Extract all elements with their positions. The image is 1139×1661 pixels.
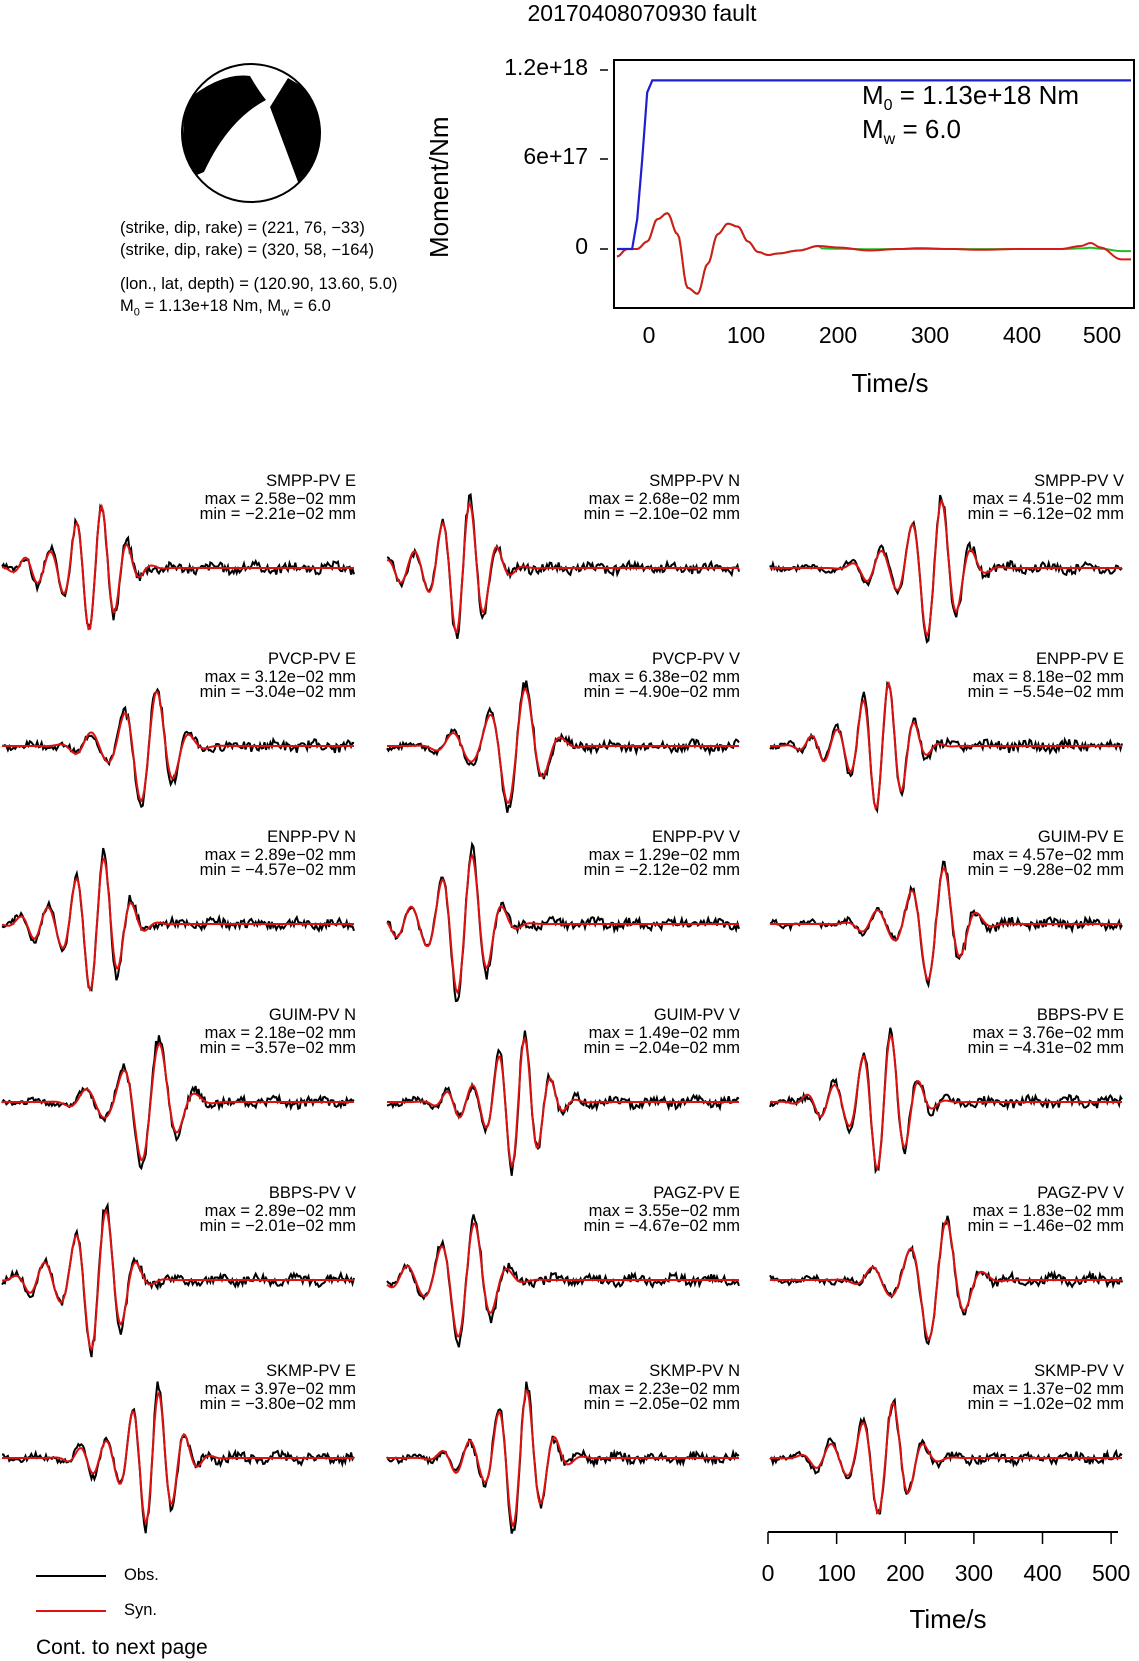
trace-min-text: min = −4.31e−02 mm	[967, 1039, 1124, 1057]
trace-max-text: max = 1.83e−02 mm	[972, 1202, 1124, 1220]
trace-min-text: min = −4.67e−02 mm	[583, 1217, 740, 1235]
trace-name-text: SMPP-PV E	[266, 472, 356, 490]
waveform-plot	[0, 1006, 356, 1180]
synthetic-trace-line	[2, 859, 354, 990]
waveform-plot	[385, 472, 741, 646]
trace-max-text: max = 2.89e−02 mm	[204, 1202, 356, 1220]
m0-annot-value: = 1.13e+18 Nm	[892, 80, 1080, 110]
waveform-plot	[768, 1362, 1124, 1536]
mw-annotation	[862, 114, 961, 149]
trace-name-text: PVCP-PV V	[651, 650, 740, 668]
ytick-3: 0	[575, 233, 588, 259]
observed-trace-line	[387, 844, 739, 1001]
location-text: (lon., lat, depth) = (120.90, 13.60, 5.0)	[120, 275, 398, 293]
plane1-text: (strike, dip, rake) = (221, 76, −33)	[120, 219, 365, 237]
trace-max-text: max = 4.51e−02 mm	[972, 490, 1124, 508]
m0-value: = 1.13e+18 Nm, M	[139, 297, 282, 315]
legend-syn-label: Syn.	[124, 1601, 158, 1619]
synthetic-trace-line	[387, 856, 739, 993]
bottom-tick-label: 0	[761, 1560, 775, 1586]
trace-min-text: min = −5.54e−02 mm	[967, 683, 1124, 701]
waveform-plot	[768, 1184, 1124, 1358]
trace-max-text: max = 1.37e−02 mm	[972, 1380, 1124, 1398]
trace-min-text: min = −3.04e−02 mm	[199, 683, 356, 701]
xtick-0: 0	[642, 322, 656, 348]
waveform-plot	[0, 1184, 356, 1358]
waveform-plot	[385, 828, 741, 1002]
bottom-tick-label: 100	[817, 1560, 856, 1586]
trace-max-text: max = 3.55e−02 mm	[588, 1202, 740, 1220]
waveform-plot	[385, 1184, 741, 1358]
synthetic-trace-line	[387, 1038, 739, 1166]
trace-name-text: ENPP-PV N	[267, 828, 356, 846]
trace-name-text: PVCP-PV E	[267, 650, 356, 668]
trace-name-text: SKMP-PV N	[649, 1362, 740, 1380]
xtick-300: 300	[910, 322, 950, 348]
trace-name-text: SKMP-PV E	[266, 1362, 356, 1380]
trace-min-text: min = −2.12e−02 mm	[583, 861, 740, 879]
mw-annot-subscript: w	[883, 131, 896, 149]
trace-min-text: min = −4.90e−02 mm	[583, 683, 740, 701]
synthetic-trace-line	[2, 692, 354, 801]
trace-name-text: PAGZ-PV E	[653, 1184, 740, 1202]
waveform-plot	[0, 650, 356, 824]
waveform-plot	[0, 472, 356, 646]
beachball-focal-mechanism	[180, 62, 322, 204]
mw-annot-symbol: M	[862, 114, 884, 144]
moment-magnitude-text	[120, 296, 331, 322]
synthetic-trace-line	[770, 501, 1122, 636]
synthetic-trace-line	[387, 1224, 739, 1337]
trace-name-text: SMPP-PV N	[649, 472, 740, 490]
continued-note: Cont. to next page	[36, 1636, 208, 1659]
trace-name-text: GUIM-PV E	[1037, 828, 1124, 846]
synthetic-trace-line	[770, 1217, 1124, 1339]
synthetic-trace-line	[770, 1403, 1122, 1514]
trace-max-text: max = 3.12e−02 mm	[204, 668, 356, 686]
trace-min-text: min = −3.57e−02 mm	[199, 1039, 356, 1057]
waveform-plot	[768, 1006, 1124, 1180]
m0-annotation	[862, 80, 1079, 115]
page-title: 20170408070930 fault	[527, 0, 757, 26]
moment-rate-green-line	[617, 213, 1131, 294]
m0-annot-symbol: M	[862, 80, 884, 110]
trace-max-text: max = 2.58e−02 mm	[204, 490, 356, 508]
synthetic-trace-line	[387, 689, 739, 803]
xtick-200: 200	[818, 322, 858, 348]
trace-name-text: ENPP-PV V	[651, 828, 740, 846]
waveform-plot	[0, 828, 356, 1002]
waveform-plot	[0, 1362, 356, 1536]
trace-max-text: max = 2.89e−02 mm	[204, 846, 356, 864]
trace-min-text: min = −6.12e−02 mm	[967, 505, 1124, 523]
synthetic-trace-line	[2, 1211, 354, 1350]
bottom-tick-label: 200	[886, 1560, 925, 1586]
waveform-plot	[385, 1006, 741, 1180]
waveform-plot	[768, 472, 1124, 646]
observed-trace-line	[770, 1024, 1124, 1171]
trace-name-text: BBPS-PV V	[268, 1184, 356, 1202]
synthetic-trace-line	[387, 504, 739, 632]
waveform-plot	[385, 1362, 741, 1536]
xtick-500: 500	[1082, 322, 1122, 348]
trace-name-text: PAGZ-PV V	[1037, 1184, 1124, 1202]
ytick-2: 6e+17	[523, 143, 588, 169]
trace-min-text: min = −2.21e−02 mm	[199, 505, 356, 523]
observed-trace-line	[2, 690, 354, 807]
bottom-time-axis	[760, 1528, 1139, 1550]
synthetic-trace-line	[770, 1036, 1122, 1169]
synthetic-trace-line	[770, 869, 1122, 980]
trace-min-text: min = −2.05e−02 mm	[583, 1395, 740, 1413]
waveform-plot	[385, 650, 741, 824]
trace-min-text: min = −3.80e−02 mm	[199, 1395, 356, 1413]
moment-ylabel: Moment/Nm	[424, 116, 454, 258]
trace-max-text: max = 2.18e−02 mm	[204, 1024, 356, 1042]
trace-min-text: min = −4.57e−02 mm	[199, 861, 356, 879]
trace-name-text: SKMP-PV V	[1034, 1362, 1124, 1380]
observed-trace-line	[2, 848, 354, 990]
trace-max-text: max = 1.49e−02 mm	[588, 1024, 740, 1042]
trace-max-text: max = 4.57e−02 mm	[972, 846, 1124, 864]
legend-lines	[36, 1568, 116, 1618]
trace-min-text: min = −2.01e−02 mm	[199, 1217, 356, 1235]
trace-name-text: GUIM-PV V	[653, 1006, 740, 1024]
trace-min-text: min = −2.04e−02 mm	[583, 1039, 740, 1057]
m0-symbol: M	[120, 297, 134, 315]
synthetic-trace-line	[2, 506, 354, 629]
observed-trace-line	[387, 495, 739, 639]
mw-subscript: w	[281, 306, 290, 319]
moment-rate-red-line	[617, 213, 1131, 294]
bottom-tick-label: 500	[1091, 1560, 1131, 1586]
bottom-tick-label: 400	[1023, 1560, 1062, 1586]
synthetic-trace-line	[387, 1391, 739, 1526]
observed-trace-line	[2, 1202, 356, 1357]
waveform-plot	[768, 828, 1124, 1002]
legend-obs-label: Obs.	[124, 1566, 159, 1584]
trace-name-text: SMPP-PV V	[1034, 472, 1124, 490]
mw-annot-value: = 6.0	[895, 114, 962, 144]
plane2-text: (strike, dip, rake) = (320, 58, −164)	[120, 241, 375, 259]
trace-max-text: max = 3.76e−02 mm	[972, 1024, 1124, 1042]
trace-name-text: GUIM-PV N	[268, 1006, 356, 1024]
trace-min-text: min = −2.10e−02 mm	[583, 505, 740, 523]
mw-value: = 6.0	[289, 297, 331, 315]
m0-subscript: 0	[133, 306, 140, 319]
ytick-1: 1.2e+18	[504, 54, 588, 80]
synthetic-trace-line	[770, 683, 1122, 808]
xtick-400: 400	[1002, 322, 1042, 348]
trace-name-text: BBPS-PV E	[1036, 1006, 1124, 1024]
trace-name-text: ENPP-PV E	[1035, 650, 1124, 668]
synthetic-trace-line	[2, 1044, 354, 1160]
moment-xlabel: Time/s	[851, 368, 929, 398]
trace-max-text: max = 1.29e−02 mm	[588, 846, 740, 864]
trace-min-text: min = −9.28e−02 mm	[967, 861, 1124, 879]
trace-max-text: max = 2.68e−02 mm	[588, 490, 740, 508]
trace-max-text: max = 2.23e−02 mm	[588, 1380, 740, 1398]
xtick-100: 100	[726, 322, 766, 348]
m0-annot-subscript: 0	[883, 97, 893, 115]
trace-min-text: min = −1.02e−02 mm	[967, 1395, 1124, 1413]
trace-max-text: max = 3.97e−02 mm	[204, 1380, 356, 1398]
bottom-xlabel: Time/s	[909, 1604, 987, 1634]
trace-max-text: max = 8.18e−02 mm	[972, 668, 1124, 686]
trace-max-text: max = 6.38e−02 mm	[588, 668, 740, 686]
trace-min-text: min = −1.46e−02 mm	[967, 1217, 1124, 1235]
bottom-tick-label: 300	[954, 1560, 994, 1586]
waveform-plot	[768, 650, 1124, 824]
synthetic-trace-line	[2, 1393, 354, 1523]
